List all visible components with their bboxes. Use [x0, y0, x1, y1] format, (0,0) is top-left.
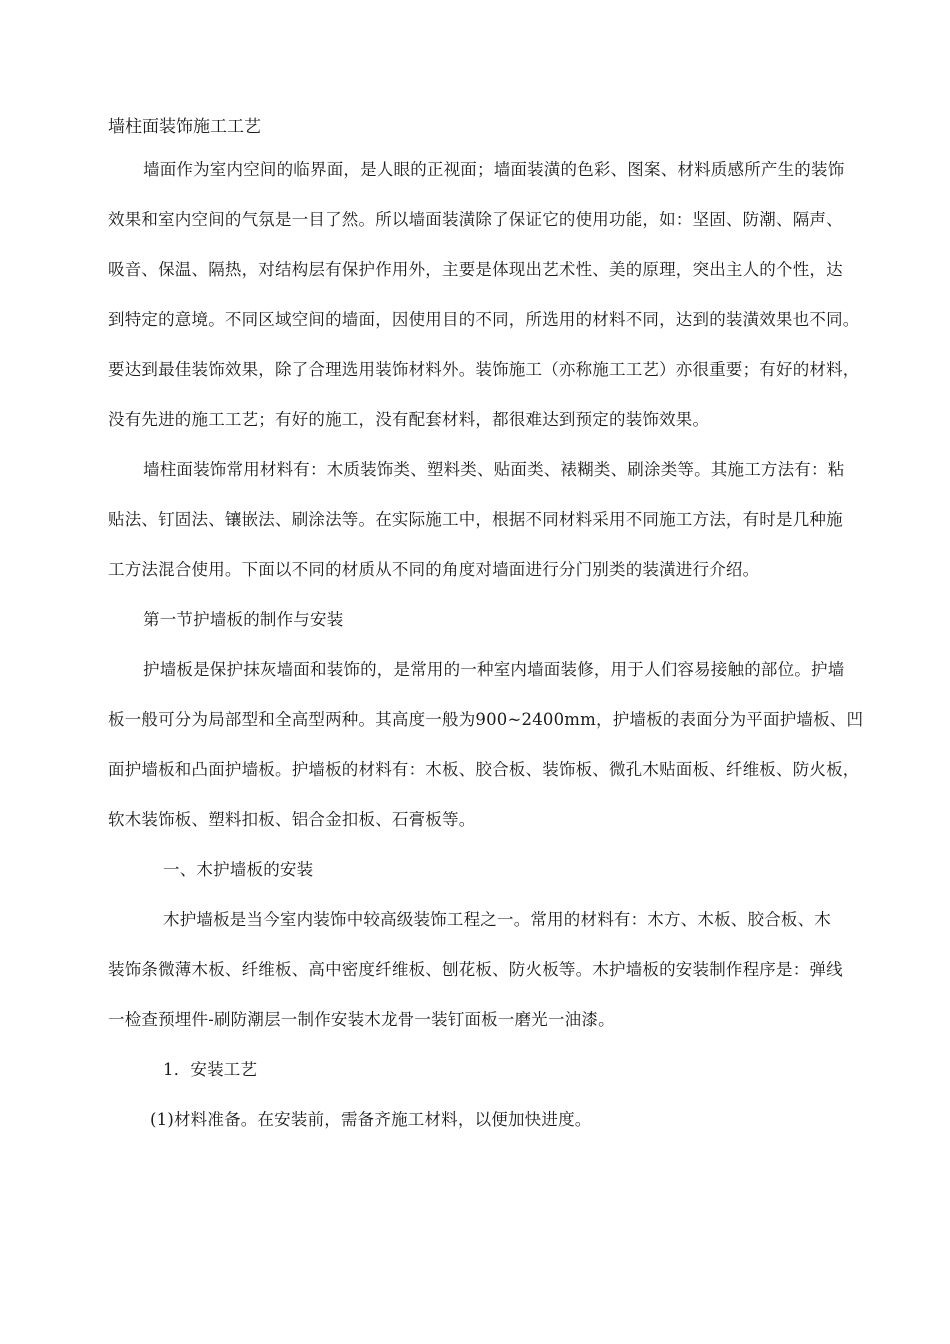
- intro-line: 没有先进的施工工艺；有好的施工，没有配套材料，都很难达到预定的装饰效果。: [108, 410, 710, 429]
- section1-line: 面护墙板和凸面护墙板。护墙板的材料有：木板、胶合板、装饰板、微孔木贴面板、纤维板、防火板，: [108, 760, 860, 779]
- intro-line: 到特定的意境。不同区域空间的墙面，因使用目的不同，所选用的材料不同，达到的装潢效果也不同。: [108, 310, 860, 329]
- section1-line: 护墙板是保护抹灰墙面和装饰的，是常用的一种室内墙面装修，用于人们容易接触的部位。护墙: [143, 660, 845, 679]
- subsection1-heading: 一、木护墙板的安装: [163, 860, 314, 879]
- section1-line: 板一般可分为局部型和全高型两种。其高度一般为900~2400mm，护墙板的表面分为平面护墙板、凹: [108, 710, 864, 729]
- subsection1-line: 木护墙板是当今室内装饰中较高级装饰工程之一。常用的材料有：木方、木板、胶合板、木: [163, 910, 831, 929]
- subsection1-line: 装饰条微薄木板、纤维板、高中密度纤维板、刨花板、防火板等。木护墙板的安装制作程序是：弹线: [108, 960, 843, 979]
- item1-heading: 1．安装工艺: [163, 1060, 258, 1079]
- materials-line: 墙柱面装饰常用材料有：木质装饰类、塑料类、贴面类、裱糊类、刷涂类等。其施工方法有：粘: [143, 460, 845, 479]
- intro-line: 墙面作为室内空间的临界面，是人眼的正视面；墙面装潢的色彩、图案、材料质感所产生的装饰: [143, 160, 845, 179]
- materials-line: 贴法、钉固法、镶嵌法、刷涂法等。在实际施工中，根据不同材料采用不同施工方法，有时是几种施: [108, 510, 843, 529]
- intro-line: 吸音、保温、隔热，对结构层有保护作用外，主要是体现出艺术性、美的原理，突出主人的个性，达: [108, 260, 843, 279]
- section1-line: 软木装饰板、塑料扣板、铝合金扣板、石膏板等。: [108, 810, 476, 829]
- section1-heading: 第一节护墙板的制作与安装: [143, 610, 344, 629]
- subsection1-line: 一检查预埋件-刷防潮层一制作安装木龙骨一装钉面板一磨光一油漆。: [108, 1010, 615, 1029]
- document-title: 墙柱面装饰施工工艺: [108, 117, 261, 137]
- intro-line: 效果和室内空间的气氛是一目了然。所以墙面装潢除了保证它的使用功能，如：坚固、防潮、隔声、: [108, 210, 843, 229]
- item1-subitem: (1)材料准备。在安装前，需备齐施工材料，以便加快进度。: [150, 1110, 592, 1129]
- materials-line: 工方法混合使用。下面以不同的材质从不同的角度对墙面进行分门别类的装潢进行介绍。: [108, 560, 760, 579]
- intro-line: 要达到最佳装饰效果，除了合理选用装饰材料外。装饰施工（亦称施工工艺）亦很重要；有好的材料，: [108, 360, 860, 379]
